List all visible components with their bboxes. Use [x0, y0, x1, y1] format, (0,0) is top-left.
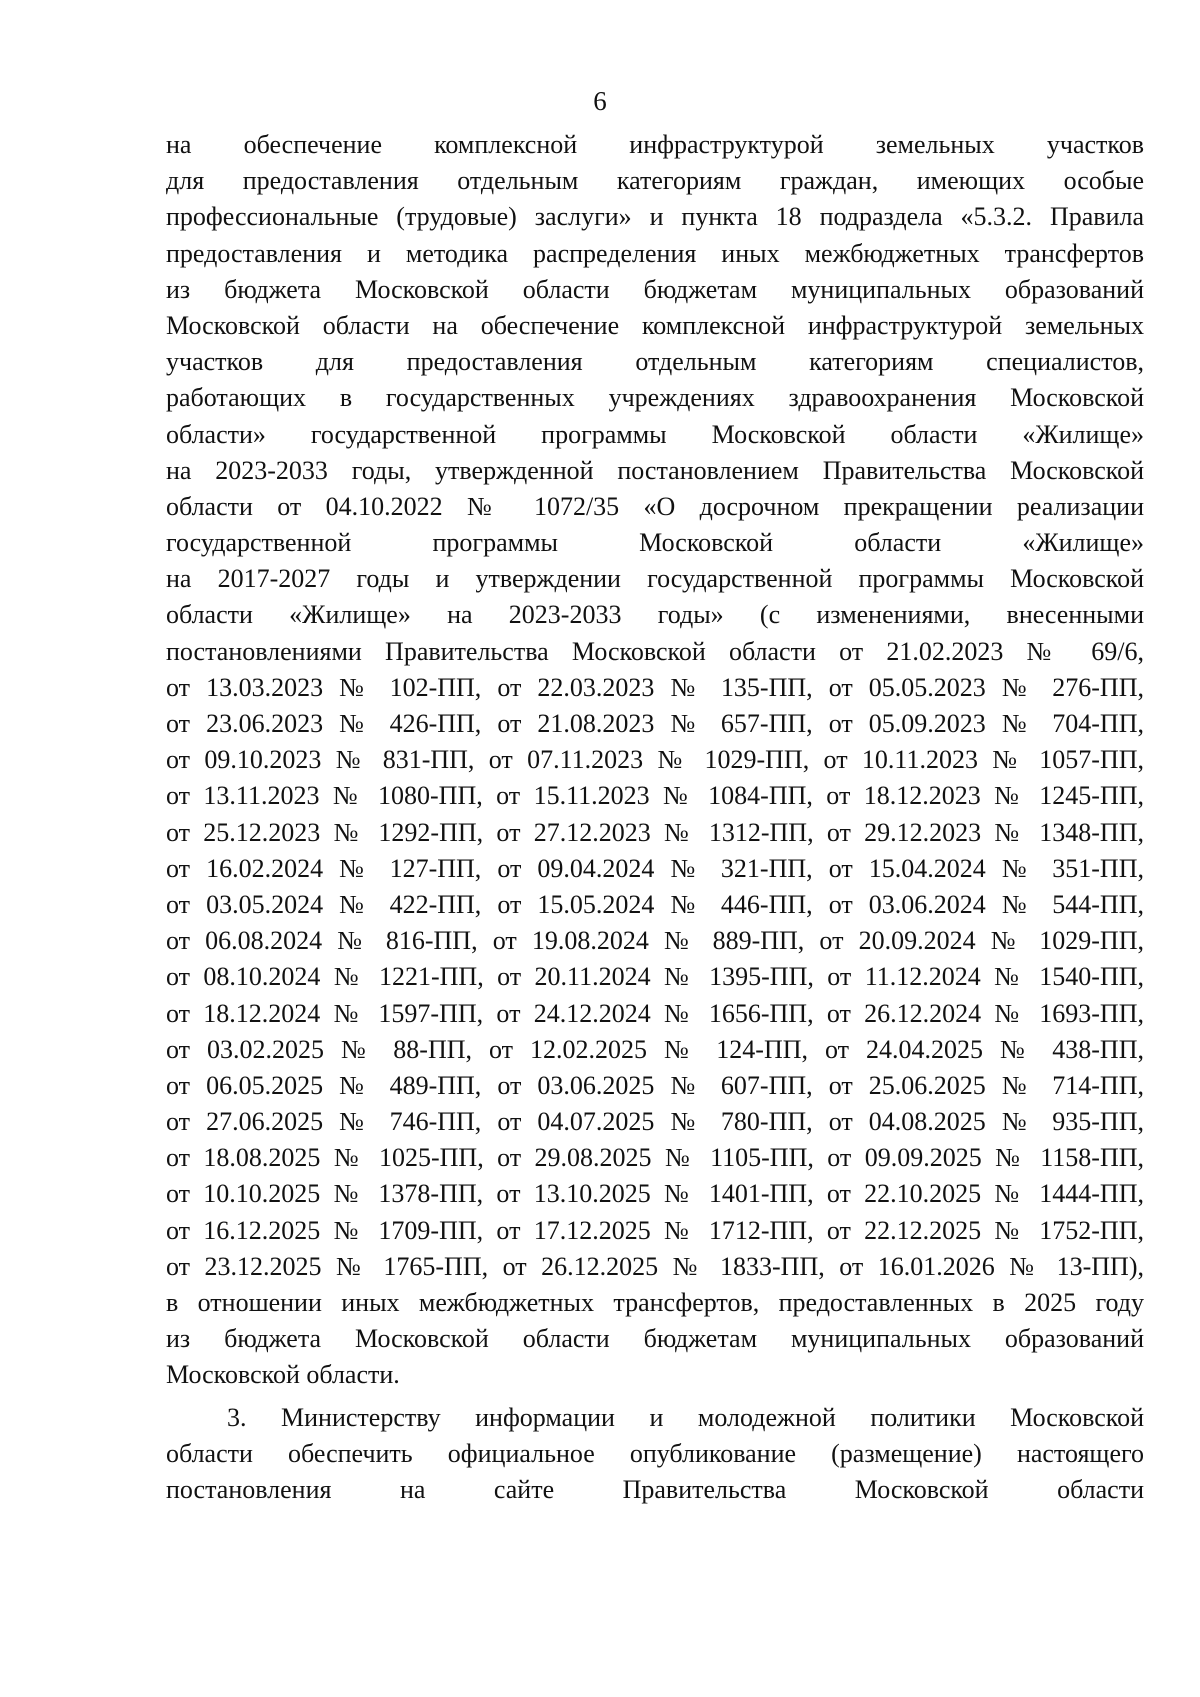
text-line: от 23.06.2023 № 426-ПП, от 21.08.2023 № 657-ПП, от 05.09.2023 № 704-ПП,	[166, 709, 1144, 738]
text-line: для предоставления отдельным категориям граждан, имеющих особые	[166, 166, 1144, 196]
text-line: постановлениями Правительства Московской области от 21.02.2023 № 69/6,	[166, 636, 1144, 666]
text-line: от 09.10.2023 № 831-ПП, от 07.11.2023 № 1029-ПП, от 10.11.2023 № 1057-ПП,	[166, 745, 1144, 775]
text-line: Московской области на обеспечение комплексной инфраструктурой земельных	[166, 310, 1144, 340]
text-line: от 16.12.2025 № 1709-ПП, от 17.12.2025 № 1712-ПП, от 22.12.2025 № 1752-ПП,	[166, 1215, 1144, 1245]
text-line: на обеспечение комплексной инфраструктурой земельных участков	[166, 130, 1144, 159]
page-number: 6	[593, 86, 607, 116]
text-line: от 18.12.2024 № 1597-ПП, от 24.12.2024 № 1656-ПП, от 26.12.2024 № 1693-ПП,	[166, 998, 1144, 1028]
text-line: работающих в государственных учреждениях здравоохранения Московской	[166, 383, 1144, 413]
text-line: профессиональные (трудовые) заслуги» и пункта 18 подраздела «5.3.2. Правила	[166, 202, 1144, 232]
text-line: в отношении иных межбюджетных трансфертов, предоставленных в 2025 году	[166, 1288, 1144, 1317]
text-line: от 16.02.2024 № 127-ПП, от 09.04.2024 № 321-ПП, от 15.04.2024 № 351-ПП,	[166, 853, 1144, 883]
text-line: от 06.08.2024 № 816-ПП, от 19.08.2024 № 889-ПП, от 20.09.2024 № 1029-ПП,	[166, 926, 1144, 956]
text-line: от 08.10.2024 № 1221-ПП, от 20.11.2024 № 1395-ПП, от 11.12.2024 № 1540-ПП,	[166, 962, 1144, 992]
text-line: от 25.12.2023 № 1292-ПП, от 27.12.2023 № 1312-ПП, от 29.12.2023 № 1348-ПП,	[166, 817, 1144, 847]
text-line: области «Жилище» на 2023-2033 годы» (с изменениями, внесенными	[166, 600, 1144, 630]
document-body	[166, 127, 1144, 1508]
text-line: от 23.12.2025 № 1765-ПП, от 26.12.2025 № 1833-ПП, от 16.01.2026 № 13-ПП),	[166, 1251, 1144, 1281]
text-line: от 10.10.2025 № 1378-ПП, от 13.10.2025 № 1401-ПП, от 22.10.2025 № 1444-ПП,	[166, 1179, 1144, 1209]
text-line: от 13.03.2023 № 102-ПП, от 22.03.2023 № 135-ПП, от 05.05.2023 № 276-ПП,	[166, 672, 1144, 702]
text-line: постановления на сайте Правительства Московской области	[166, 1474, 1144, 1504]
text-line: области от 04.10.2022 № 1072/35 «О досрочном прекращении реализации	[166, 491, 1144, 521]
text-line: на 2017-2027 годы и утверждении государственной программы Московской	[166, 564, 1144, 594]
text-line: области обеспечить официальное опубликование (размещение) настоящего	[166, 1438, 1144, 1468]
text-line: на 2023-2033 годы, утвержденной постановлением Правительства Московской	[166, 455, 1144, 485]
text-line: Московской области.	[166, 1360, 400, 1390]
text-line: от 03.05.2024 № 422-ПП, от 15.05.2024 № 446-ПП, от 03.06.2024 № 544-ПП,	[166, 889, 1144, 919]
text-line: от 27.06.2025 № 746-ПП, от 04.07.2025 № 780-ПП, от 04.08.2025 № 935-ПП,	[166, 1107, 1144, 1137]
text-line: 3. Министерству информации и молодежной политики Московской	[227, 1402, 1144, 1432]
paragraph-continued	[166, 127, 1144, 1394]
text-line: от 03.02.2025 № 88-ПП, от 12.02.2025 № 124-ПП, от 24.04.2025 № 438-ПП,	[166, 1034, 1144, 1064]
text-line: предоставления и методика распределения иных межбюджетных трансфертов	[166, 238, 1144, 268]
text-line: от 18.08.2025 № 1025-ПП, от 29.08.2025 № 1105-ПП, от 09.09.2025 № 1158-ПП,	[166, 1143, 1144, 1173]
text-line: от 13.11.2023 № 1080-ПП, от 15.11.2023 № 1084-ПП, от 18.12.2023 № 1245-ПП,	[166, 781, 1144, 811]
paragraph-3	[166, 1400, 1144, 1509]
text-line: государственной программы Московской области «Жилище»	[166, 528, 1144, 558]
text-line: из бюджета Московской области бюджетам муниципальных образований	[166, 274, 1144, 304]
text-line: области» государственной программы Московской области «Жилище»	[166, 419, 1144, 449]
text-line: участков для предоставления отдельным категориям специалистов,	[166, 347, 1144, 377]
text-line: из бюджета Московской области бюджетам муниципальных образований	[166, 1324, 1144, 1354]
text-line: от 06.05.2025 № 489-ПП, от 03.06.2025 № 607-ПП, от 25.06.2025 № 714-ПП,	[166, 1070, 1144, 1100]
